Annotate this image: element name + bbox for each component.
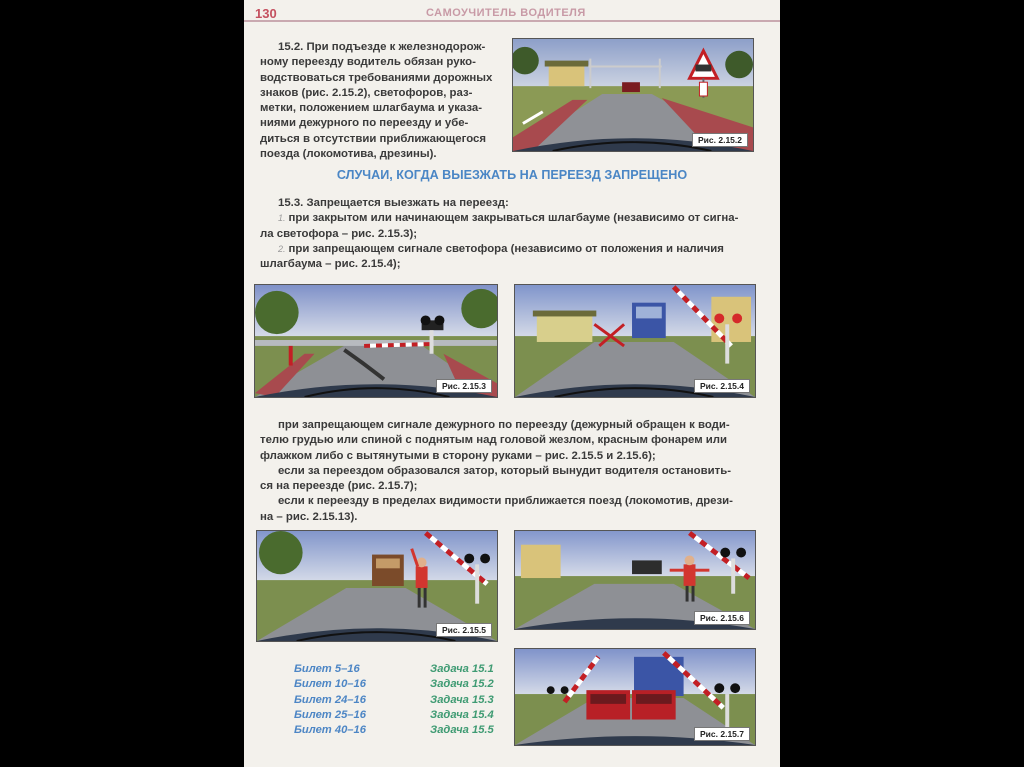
figure-2-15-6 (514, 530, 756, 630)
figure-2-15-3 (254, 284, 498, 398)
list-item: Задача 15.4 (430, 708, 494, 721)
figure-caption: Рис. 2.15.3 (436, 379, 492, 393)
figure-caption: Рис. 2.15.7 (694, 727, 750, 741)
list-item: Задача 15.1 (430, 663, 494, 675)
list-item: Задача 15.5 (430, 724, 494, 737)
figure-2-15-5 (256, 530, 498, 642)
list-item: 2. при запрещающем сигнале светофора (независимо от положения и наличия (278, 242, 724, 255)
list-item: Задача 15.3 (430, 693, 494, 706)
page-header (244, 0, 780, 22)
figure-caption: Рис. 2.15.5 (436, 623, 492, 637)
list-item: 1. при закрытом или начинающем закрываться шлагбауме (независимо от сигна- (278, 212, 739, 225)
paragraph-15-3: 15.3. Запрещается выезжать на переезд: 1. при закрытом или начинающем закрываться шлагбауме (независимо от сигна- ла светофора – рис. 2.15.3); 2. при запрещающем сигнале светофора (независимо от положения и наличия шлагбаума – рис. 2.15.4); (260, 196, 756, 272)
book-page (244, 0, 780, 767)
figure-caption: Рис. 2.15.2 (692, 133, 748, 147)
list-item: Билет 5–16 (294, 663, 360, 675)
figure-2-15-2 (512, 38, 754, 152)
paragraph-prohibitions: при запрещающем сигнале дежурного по переезду (дежурный обращен к води- телю грудью или спиной с поднятым над головой жезлом, красным фонарем или флажком либо с вытянутыми в сторону руками – рис. 2.15.5 и 2.15.6); если за переездом образовался затор, который вынудит водителя остановить- ся на переезде (рис. 2.15.7); если к переезду в пределах видимости приближается поезд (локомотив, дрези- на – рис. 2.15.13). (260, 419, 733, 523)
list-item: Билет 40–16 (294, 724, 366, 737)
figure-caption: Рис. 2.15.6 (694, 611, 750, 625)
list-item: Билет 10–16 (294, 678, 366, 691)
list-item: Билет 25–16 (294, 708, 366, 721)
paragraph-15-2: 15.2. При подъезде к железнодорож- ному переезду водитель обязан руко- водствоваться требованиями дорожных знаков (рис. 2.15.2), светофоров, раз- метки, положением шлагбаума и указа- ниями дежурного по переезду и убе- диться в отсутствии приближающегося поезда (локомотива, дрезины). (260, 41, 493, 161)
list-item: Задача 15.2 (430, 678, 494, 691)
running-title: САМОУЧИТЕЛЬ ВОДИТЕЛЯ (426, 7, 586, 19)
figure-caption: Рис. 2.15.4 (694, 379, 750, 393)
section-heading: СЛУЧАИ, КОГДА ВЫЕЗЖАТЬ НА ПЕРЕЕЗД ЗАПРЕЩЕНО (336, 168, 688, 182)
ticket-list (294, 662, 366, 738)
figure-2-15-7 (514, 648, 756, 746)
page-number: 130 (255, 6, 277, 21)
figure-2-15-4 (514, 284, 756, 398)
list-item: Билет 24–16 (294, 693, 366, 706)
task-list (430, 662, 494, 738)
